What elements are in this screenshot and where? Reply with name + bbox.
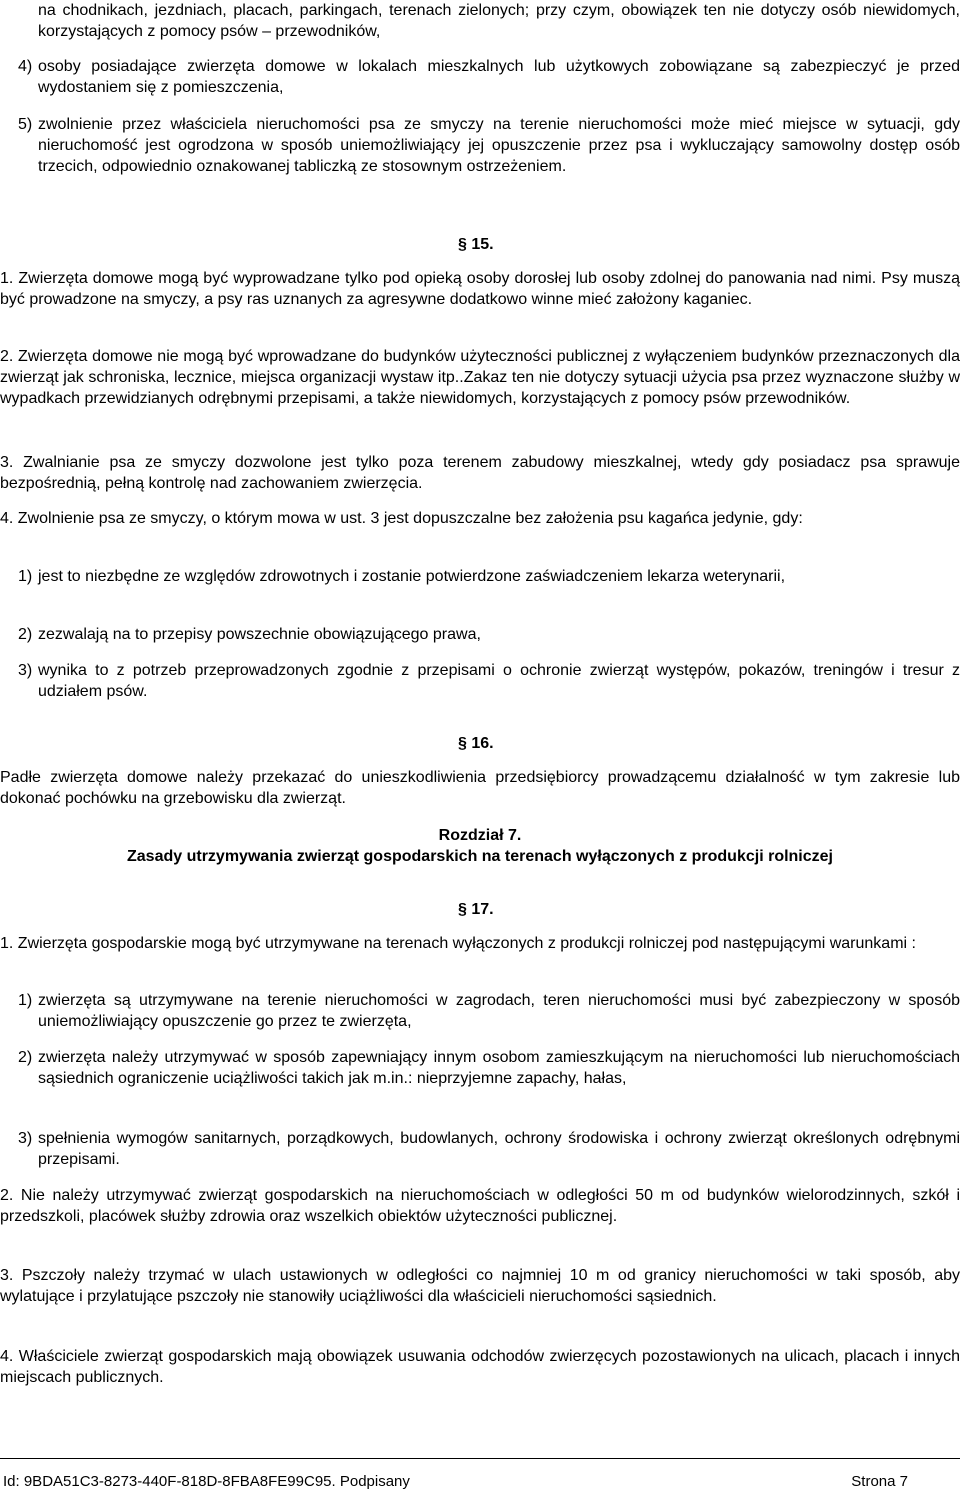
list-number: 3) — [18, 662, 33, 679]
chapter-label: Rozdział 7. — [438, 827, 522, 844]
section-15-paragraph-3: 3. Zwalnianie psa ze smyczy dozwolone jest tylko poza terenem zabudowy mieszkalnej, wtedy gdy posiadacz psa sprawuje bezpośrednią, pełną kontrolę nad zachowaniem zwierzęcia. — [0, 454, 960, 492]
list-number: 1) — [18, 992, 33, 1009]
section-17-paragraph-2: 2. Nie należy utrzymywać zwierząt gospodarskich na nieruchomościach w odległości 50 m od budynków wielorodzinnych, szkół i przedszkoli, placówek służby zdrowia oraz wszelkich obiektów użyteczności publicznej. — [0, 1187, 960, 1225]
list-item-continuation: na chodnikach, jezdniach, placach, parkingach, terenach zielonych; przy czym, obowiązek ten nie dotyczy osób niewidomych, korzystających z pomocy psów – przewodników, — [38, 2, 960, 40]
section-16-paragraph-1: Padłe zwierzęta domowe należy przekazać do unieszkodliwienia przedsiębiorcy prowadzącemu działalność w tym zakresie lub dokonać pochówku na grzebowisku dla zwierząt. — [0, 769, 960, 807]
list-number: 3) — [18, 1130, 33, 1147]
list-number: 2) — [18, 1049, 33, 1066]
section-15-number: § 15. — [458, 236, 494, 253]
section-15-item-3: 3) wynika to z potrzeb przeprowadzonych zgodnie z przepisami o ochronie zwierząt występów, pokazów, treningów i tresur z udziałem psów. — [18, 662, 960, 700]
section-17-item-1: 1) zwierzęta są utrzymywane na terenie nieruchomości w zagrodach, teren nieruchomości musi być zabezpieczony w sposób uniemożliwiający opuszczenie go przez te zwierzęta, — [18, 992, 960, 1030]
list-number: 2) — [18, 626, 33, 643]
section-17-item-2: 2) zwierzęta należy utrzymywać w sposób zapewniający innym osobom zamieszkującym na nieruchomości lub nieruchomościach sąsiednich ograniczenie uciążliwości takich jak m.in.: nieprzyjemne zapachy, hałas, — [18, 1049, 960, 1087]
section-sign: § — [458, 236, 472, 253]
section-17-paragraph-4: 4. Właściciele zwierząt gospodarskich mają obowiązek usuwania odchodów zwierzęcych pozostawionych na ulicach, placach i innych miejscach publicznych. — [0, 1348, 960, 1386]
section-15-item-2: 2) zezwalają na to przepisy powszechnie obowiązującego prawa, — [18, 626, 481, 643]
section-17-item-3: 3) spełnienia wymogów sanitarnych, porządkowych, budowlanych, ochrony środowiska i ochrony zwierząt określonych odrębnymi przepisami. — [18, 1130, 960, 1168]
footer-document-id: Id: 9BDA51C3-8273-440F-818D-8FBA8FE99C95. Podpisany — [3, 1473, 410, 1490]
footer-divider — [0, 1458, 960, 1459]
list-number: 1) — [18, 568, 33, 585]
section-16-number: § 16. — [458, 735, 494, 752]
section-15-paragraph-4: 4. Zwolnienie psa ze smyczy, o którym mowa w ust. 3 jest dopuszczalne bez założenia psu kagańca jedynie, gdy: — [0, 510, 803, 527]
section-17-paragraph-1: 1. Zwierzęta gospodarskie mogą być utrzymywane na terenach wyłączonych z produkcji rolniczej pod następującymi warunkami : — [0, 935, 916, 952]
section-15-paragraph-2: 2. Zwierzęta domowe nie mogą być wprowadzane do budynków użyteczności publicznej z wyłączeniem budynków przeznaczonych dla zwierząt jak schroniska, lecznice, miejsca organizacji wystaw itp..Zakaz ten nie dotyczy sytuacji użycia psa przez wyznaczone służby w wypadkach przewidzianych odrębnymi przepisami, a także niewidomych, korzystających z pomocy psów przewodników. — [0, 348, 960, 407]
list-number: 5) — [18, 116, 33, 133]
section-15-paragraph-1: 1. Zwierzęta domowe mogą być wyprowadzane tylko pod opieką osoby dorosłej lub osoby zdolnej do panowania nad nimi. Psy muszą być prowadzone na smyczy, a psy ras uznanych za agresywne dodatkowo winne mieć założony kaganiec. — [0, 270, 960, 308]
chapter-title: Zasady utrzymywania zwierząt gospodarskich na terenach wyłączonych z produkcji rolniczej — [127, 848, 833, 865]
section-15-item-1: 1) jest to niezbędne ze względów zdrowotnych i zostanie potwierdzone zaświadczeniem lekarza weterynarii, — [18, 568, 786, 585]
footer-page-number: Strona 7 — [851, 1473, 908, 1490]
list-item-4: 4) osoby posiadające zwierzęta domowe w lokalach mieszkalnych lub użytkowych zobowiązane są zabezpieczyć je przed wydostaniem się z pomieszczenia, — [18, 58, 960, 96]
section-sign: § — [458, 901, 472, 918]
section-17-paragraph-3: 3. Pszczoły należy trzymać w ulach ustawionych w odległości co najmniej 10 m od granicy nieruchomości w taki sposób, aby wylatujące i przylatujące pszczoły nie stanowiły uciążliwości dla właścicieli nieruchomości sąsiednich. — [0, 1267, 960, 1305]
section-17-number: § 17. — [458, 901, 494, 918]
list-item-5: 5) zwolnienie przez właściciela nieruchomości psa ze smyczy na terenie nieruchomości może mieć miejsce w sytuacji, gdy nieruchomość jest ogrodzona w sposób uniemożliwiający jej opuszczenie przez psa i wykluczający samowolny dostęp osób trzecich, odpowiednio oznakowanej tabliczką ze stosownym ostrzeżeniem. — [18, 116, 960, 175]
list-number: 4) — [18, 58, 33, 75]
section-sign: § — [458, 735, 472, 752]
